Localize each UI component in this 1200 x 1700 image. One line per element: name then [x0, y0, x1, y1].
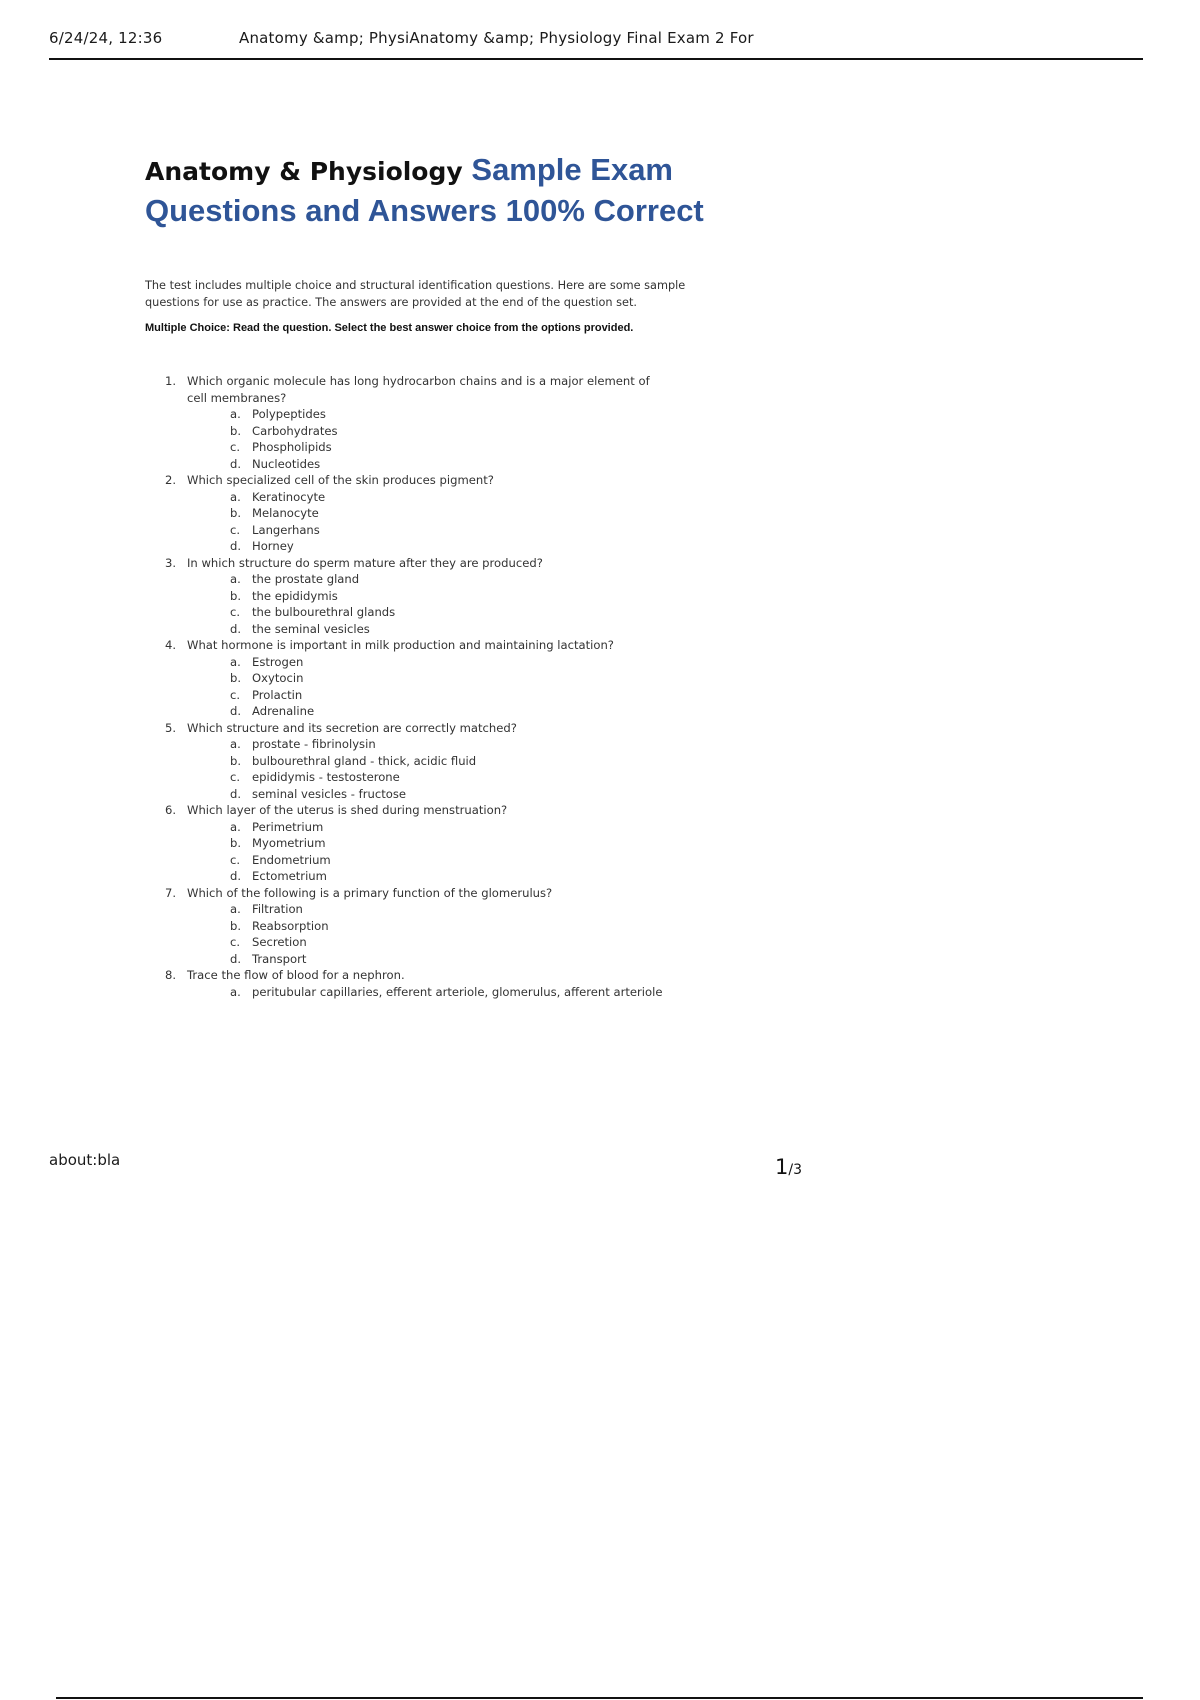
- answer-option: [230, 604, 845, 621]
- question-number: 5.: [165, 720, 177, 735]
- answer-options: [187, 819, 845, 885]
- option-text: Melanocyte: [252, 506, 319, 520]
- answer-option: [230, 439, 845, 456]
- option-text: Nucleotides: [252, 456, 321, 471]
- question-text: What hormone is important in milk production and maintaining lactation?: [187, 638, 614, 652]
- answer-options: [187, 654, 845, 720]
- answer-option: [230, 423, 845, 440]
- answer-options: [187, 406, 845, 472]
- question-item: [145, 373, 845, 472]
- option-text: Langerhans: [252, 522, 320, 537]
- option-letter: a.: [230, 572, 241, 586]
- option-text: prostate - fibrinolysin: [252, 737, 376, 751]
- answer-option: [230, 670, 845, 687]
- document-title: [145, 150, 845, 230]
- print-header: [49, 26, 1143, 60]
- question-number: 2.: [165, 473, 177, 487]
- option-letter: a.: [230, 489, 241, 504]
- question-item: [145, 720, 845, 803]
- option-letter: b.: [230, 423, 242, 438]
- question-item: [145, 967, 845, 1000]
- option-letter: c.: [230, 852, 241, 867]
- question-list: [145, 373, 845, 1000]
- option-text: Endometrium: [252, 852, 331, 867]
- answer-option: [230, 753, 845, 770]
- option-letter: c.: [230, 935, 241, 949]
- question-item: [145, 472, 845, 555]
- option-text: Reabsorption: [252, 918, 329, 933]
- question-number: 8.: [165, 968, 177, 982]
- question-item: [145, 802, 845, 885]
- option-letter: a.: [230, 984, 241, 999]
- print-document-title: Anatomy &amp; PhysiAnatomy &amp; Physiology Final Exam 2 For: [239, 29, 754, 47]
- question-number: 6.: [165, 803, 177, 817]
- option-letter: d.: [230, 869, 242, 883]
- option-text: peritubular capillaries, efferent arteriole, glomerulus, afferent arteriole: [252, 984, 663, 999]
- question-text: Trace the flow of blood for a nephron.: [187, 968, 405, 982]
- answer-option: [230, 852, 845, 869]
- answer-option: [230, 406, 845, 423]
- answer-option: [230, 786, 845, 803]
- answer-option: [230, 571, 845, 588]
- option-text: Perimetrium: [252, 819, 324, 834]
- answer-option: [230, 868, 845, 885]
- question-text: Which of the following is a primary function of the glomerulus?: [187, 885, 553, 900]
- answer-options: [187, 984, 845, 1001]
- answer-option: [230, 934, 845, 951]
- option-text: Polypeptides: [252, 407, 326, 421]
- option-letter: b.: [230, 588, 242, 603]
- option-letter: b.: [230, 918, 242, 933]
- answer-option: [230, 984, 845, 1001]
- answer-option: [230, 654, 845, 671]
- option-letter: c.: [230, 605, 241, 619]
- question-text: In which structure do sperm mature after they are produced?: [187, 555, 543, 570]
- option-letter: d.: [230, 786, 242, 801]
- page-number: [775, 1155, 802, 1179]
- answer-option: [230, 819, 845, 836]
- option-text: Oxytocin: [252, 671, 304, 685]
- option-letter: a.: [230, 654, 241, 669]
- answer-options: [187, 489, 845, 555]
- answer-option: [230, 703, 845, 720]
- answer-options: [187, 736, 845, 802]
- answer-option: [230, 687, 845, 704]
- option-letter: d.: [230, 539, 242, 553]
- option-text: the prostate gland: [252, 572, 360, 586]
- answer-option: [230, 901, 845, 918]
- question-item: [145, 637, 845, 720]
- answer-option: [230, 918, 845, 935]
- answer-option: [230, 505, 845, 522]
- instructions: Multiple Choice: Read the question. Select the best answer choice from the options provided.: [145, 322, 634, 334]
- question-text: Which layer of the uterus is shed during menstruation?: [187, 803, 508, 817]
- answer-option: [230, 588, 845, 605]
- question-number: 3.: [165, 555, 177, 570]
- option-letter: b.: [230, 753, 242, 768]
- answer-options: [187, 571, 845, 637]
- option-text: Filtration: [252, 902, 303, 916]
- title-part-1: Anatomy & Physiology: [145, 157, 472, 186]
- intro-paragraph: The test includes multiple choice and structural identification questions. Here are some sample questions for use as practice. The answers are provided at the end of the question set.: [145, 279, 686, 309]
- question-text: Which organic molecule has long hydrocarbon chains and is a major element of cell membranes?: [187, 374, 650, 405]
- option-letter: a.: [230, 819, 241, 834]
- option-letter: a.: [230, 737, 241, 751]
- option-letter: c.: [230, 770, 241, 784]
- bottom-divider: [56, 1697, 1143, 1699]
- option-text: the epididymis: [252, 588, 338, 603]
- footer-url: about:bla: [49, 1151, 121, 1169]
- answer-option: [230, 951, 845, 968]
- option-text: Ectometrium: [252, 869, 327, 883]
- document-content: [145, 150, 845, 1000]
- option-text: Adrenaline: [252, 704, 315, 718]
- answer-option: [230, 538, 845, 555]
- question-item: [145, 555, 845, 638]
- option-letter: d.: [230, 621, 242, 636]
- option-text: Prolactin: [252, 687, 303, 702]
- question-item: [145, 885, 845, 968]
- option-text: the seminal vesicles: [252, 621, 370, 636]
- option-text: Myometrium: [252, 836, 326, 850]
- question-text: Which specialized cell of the skin produces pigment?: [187, 473, 494, 487]
- answer-options: [187, 901, 845, 967]
- question-number: 7.: [165, 885, 177, 900]
- answer-option: [230, 489, 845, 506]
- answer-option: [230, 736, 845, 753]
- option-letter: d.: [230, 456, 242, 471]
- title-part-2: Sample Exam: [471, 152, 673, 187]
- option-letter: c.: [230, 522, 241, 537]
- option-text: bulbourethral gland - thick, acidic fluid: [252, 753, 477, 768]
- title-part-3: Questions and Answers 100% Correct: [145, 193, 704, 228]
- answer-option: [230, 621, 845, 638]
- answer-option: [230, 456, 845, 473]
- answer-option: [230, 835, 845, 852]
- option-text: Estrogen: [252, 654, 304, 669]
- option-text: the bulbourethral glands: [252, 605, 396, 619]
- question-text: Which structure and its secretion are correctly matched?: [187, 720, 517, 735]
- option-text: Phospholipids: [252, 440, 332, 454]
- page-current: 1: [775, 1155, 789, 1179]
- option-letter: b.: [230, 836, 242, 850]
- option-letter: c.: [230, 687, 241, 702]
- option-text: Horney: [252, 539, 294, 553]
- option-text: Keratinocyte: [252, 489, 326, 504]
- option-letter: c.: [230, 440, 241, 454]
- answer-option: [230, 769, 845, 786]
- option-text: epididymis - testosterone: [252, 770, 400, 784]
- answer-option: [230, 522, 845, 539]
- option-letter: b.: [230, 506, 242, 520]
- option-text: seminal vesicles - fructose: [252, 786, 407, 801]
- option-letter: b.: [230, 671, 242, 685]
- option-text: Transport: [252, 951, 307, 966]
- question-number: 4.: [165, 638, 177, 652]
- option-letter: a.: [230, 407, 241, 421]
- page-total: /3: [788, 1162, 802, 1178]
- option-text: Carbohydrates: [252, 423, 338, 438]
- option-text: Secretion: [252, 935, 307, 949]
- print-date: 6/24/24, 12:36: [49, 29, 163, 47]
- option-letter: a.: [230, 902, 241, 916]
- option-letter: d.: [230, 951, 242, 966]
- question-number: 1.: [165, 374, 177, 388]
- option-letter: d.: [230, 704, 242, 718]
